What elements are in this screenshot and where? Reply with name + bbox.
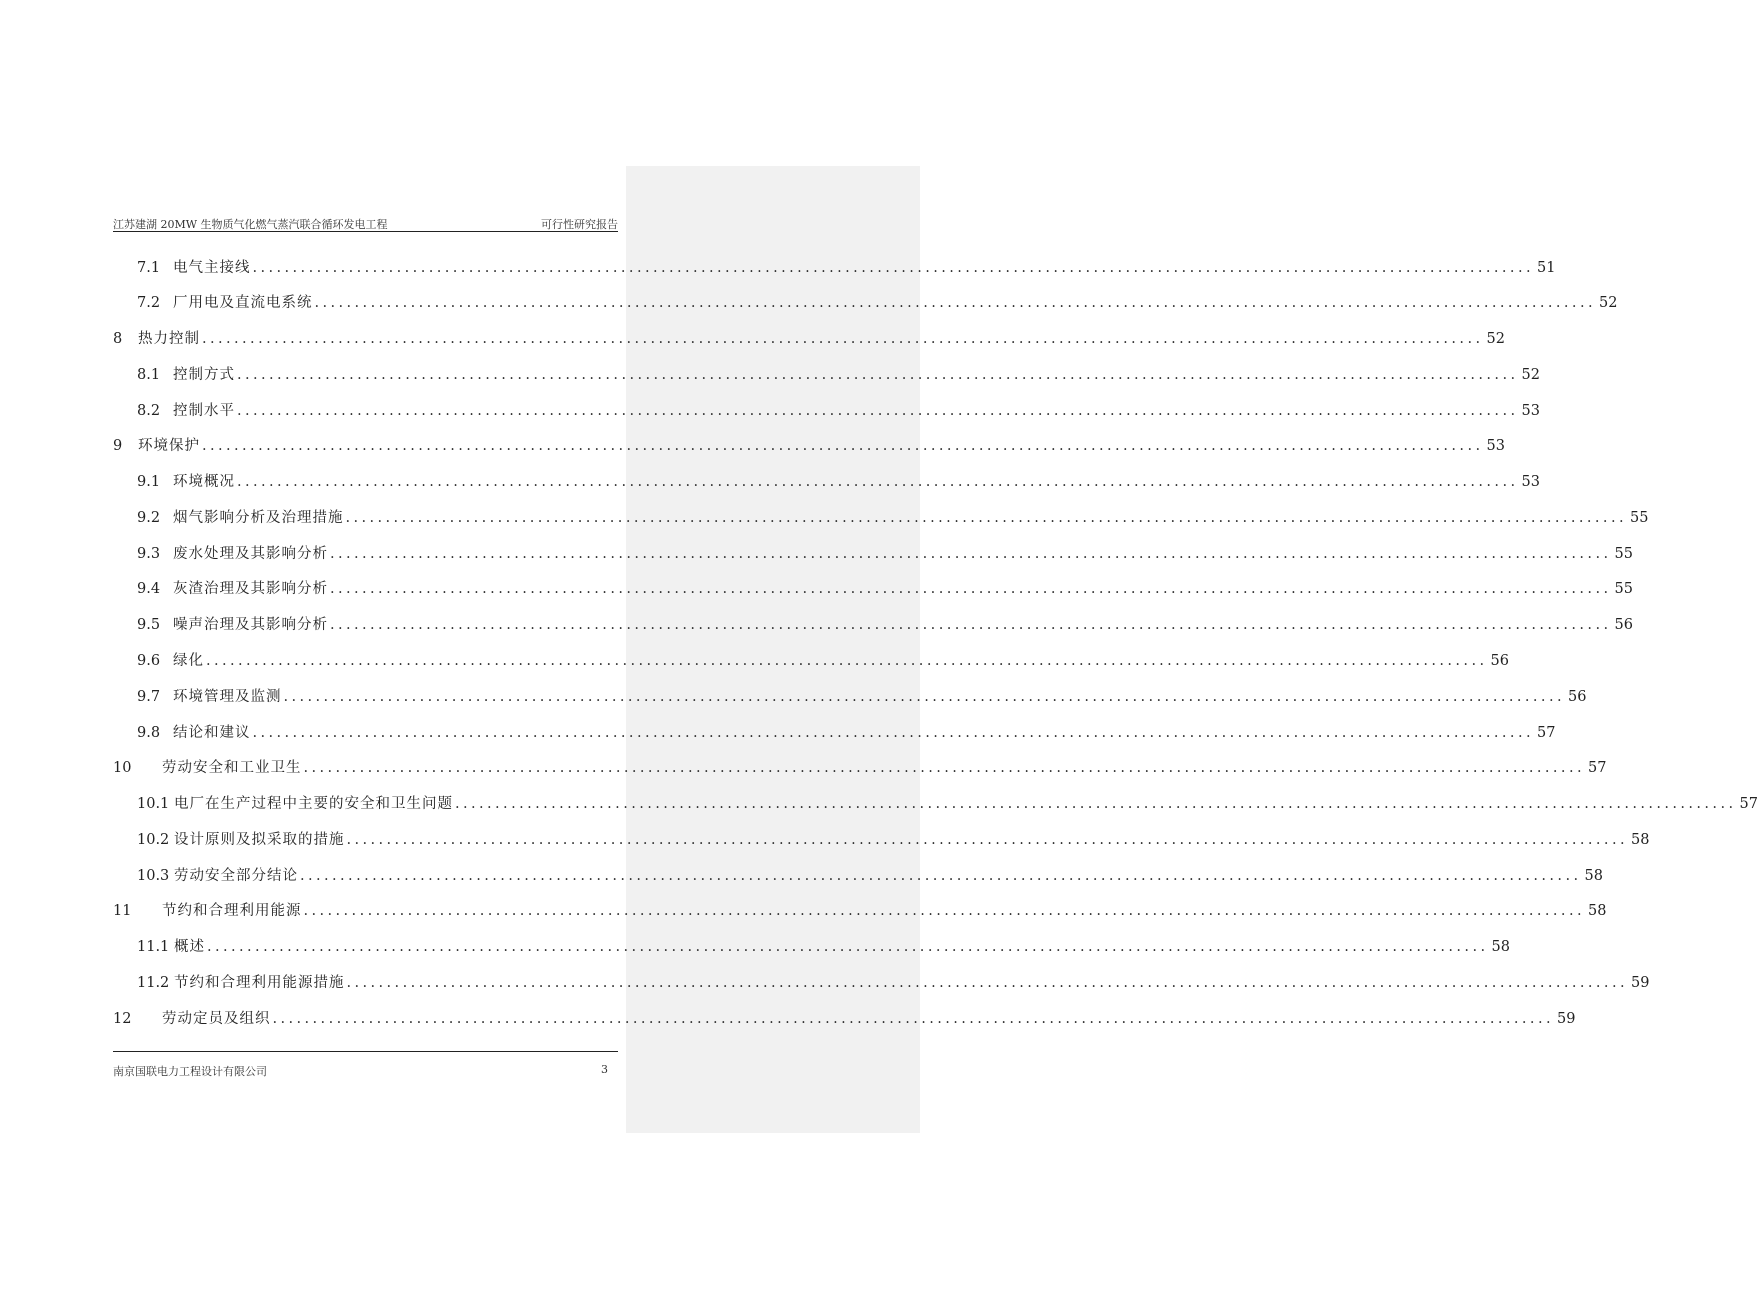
toc-entry-page: 56 xyxy=(1490,653,1509,669)
toc-entry[interactable] xyxy=(113,543,1633,565)
toc-leader-dots: ................................................................................................................................................................ xyxy=(314,295,1596,311)
toc-entry-title: 劳动安全部分结论 xyxy=(174,868,298,884)
toc-entry-number: 9.1 xyxy=(137,474,161,490)
toc-entry[interactable] xyxy=(113,364,1540,386)
toc-entry-page: 56 xyxy=(1567,689,1587,705)
toc-entry[interactable] xyxy=(113,686,1587,708)
toc-leader-dots: ................................................................................................................................................................ xyxy=(237,474,1519,490)
toc-leader-dots: ................................................................................................................................................................ xyxy=(206,653,1488,669)
toc-leader-dots: ................................................................................................................................................................ xyxy=(283,689,1565,705)
toc-leader-dots: ................................................................................................................................................................ xyxy=(345,510,1627,526)
toc-entry[interactable] xyxy=(113,936,1510,958)
toc-entry-page: 55 xyxy=(1629,510,1649,526)
toc-entry-number: 10 xyxy=(113,760,132,776)
toc-entry-title: 废水处理及其影响分析 xyxy=(173,546,328,562)
toc-entry-page: 57 xyxy=(1739,796,1758,812)
toc-entry-page: 53 xyxy=(1486,438,1505,454)
toc-leader-dots: ................................................................................................................................................................ xyxy=(330,546,1612,562)
header-divider xyxy=(113,231,618,232)
header-project-title: 江苏建湖 20MW 生物质气化燃气蒸汽联合循环发电工程 xyxy=(113,218,388,231)
toc-leader-dots: ................................................................................................................................................................ xyxy=(252,725,1534,741)
toc-entry-number: 10.1 xyxy=(137,796,170,812)
header-report-type: 可行性研究报告 xyxy=(541,218,618,231)
toc-entry-page: 57 xyxy=(1536,725,1556,741)
toc-leader-dots: ................................................................................................................................................................ xyxy=(237,403,1519,419)
toc-entry[interactable] xyxy=(113,972,1650,994)
toc-leader-dots: ................................................................................................................................................................ xyxy=(272,1011,1554,1027)
toc-entry-title: 噪声治理及其影响分析 xyxy=(173,617,328,633)
toc-entry-number: 9.7 xyxy=(137,689,161,705)
footer-company-name: 南京国联电力工程设计有限公司 xyxy=(113,1065,267,1078)
toc-entry[interactable] xyxy=(113,650,1509,672)
toc-entry-page: 58 xyxy=(1584,868,1603,884)
toc-leader-dots: ................................................................................................................................................................ xyxy=(303,760,1585,776)
toc-entry-title: 结论和建议 xyxy=(173,725,251,741)
toc-entry-page: 59 xyxy=(1556,1011,1576,1027)
toc-entry-page: 52 xyxy=(1521,367,1540,383)
toc-entry[interactable] xyxy=(113,793,1758,815)
toc-entry[interactable] xyxy=(113,829,1650,851)
toc-entry-title: 绿化 xyxy=(173,653,204,669)
toc-entry-title: 控制方式 xyxy=(173,367,235,383)
toc-entry-page: 58 xyxy=(1491,939,1510,955)
toc-leader-dots: ................................................................................................................................................................ xyxy=(330,581,1612,597)
toc-entry-number: 11.1 xyxy=(137,939,170,955)
toc-entry-number: 10.2 xyxy=(137,832,170,848)
toc-leader-dots: ................................................................................................................................................................ xyxy=(455,796,1737,812)
toc-entry-number: 7.1 xyxy=(137,260,161,276)
toc-leader-dots: ................................................................................................................................................................ xyxy=(330,617,1612,633)
toc-entry[interactable] xyxy=(113,722,1556,744)
toc-leader-dots: ................................................................................................................................................................ xyxy=(252,260,1534,276)
toc-entry-title: 控制水平 xyxy=(173,403,235,419)
toc-leader-dots: ................................................................................................................................................................ xyxy=(202,331,1484,347)
toc-entry-number: 9.8 xyxy=(137,725,161,741)
toc-entry[interactable] xyxy=(113,865,1603,887)
toc-entry[interactable] xyxy=(113,1008,1576,1030)
toc-entry-number: 9.3 xyxy=(137,546,161,562)
toc-entry[interactable] xyxy=(113,471,1540,493)
toc-entry-number: 9.6 xyxy=(137,653,161,669)
toc-entry-page: 52 xyxy=(1598,295,1618,311)
page-number: 3 xyxy=(601,1063,608,1076)
toc-entry-title: 节约和合理利用能源措施 xyxy=(174,975,345,991)
toc-leader-dots: ................................................................................................................................................................ xyxy=(202,438,1484,454)
toc-entry-page: 59 xyxy=(1630,975,1650,991)
toc-entry-number: 7.2 xyxy=(137,295,161,311)
page-footer xyxy=(113,1063,618,1078)
toc-entry-title: 环境管理及监测 xyxy=(173,689,282,705)
toc-leader-dots: ................................................................................................................................................................ xyxy=(237,367,1519,383)
toc-leader-dots: ................................................................................................................................................................ xyxy=(346,832,1628,848)
toc-entry-page: 53 xyxy=(1521,403,1540,419)
toc-entry-number: 11 xyxy=(113,903,132,919)
toc-entry-page: 55 xyxy=(1614,546,1633,562)
toc-entry[interactable] xyxy=(113,507,1649,529)
toc-entry-number: 8.2 xyxy=(137,403,161,419)
toc-entry-title: 劳动安全和工业卫生 xyxy=(162,760,302,776)
toc-entry-title: 热力控制 xyxy=(138,331,200,347)
toc-leader-dots: ................................................................................................................................................................ xyxy=(303,903,1585,919)
toc-entry[interactable] xyxy=(113,614,1633,636)
toc-entry-title: 环境保护 xyxy=(138,438,200,454)
toc-entry-number: 8.1 xyxy=(137,367,161,383)
toc-entry-page: 58 xyxy=(1587,903,1607,919)
toc-entry[interactable] xyxy=(113,292,1618,314)
toc-entry-number: 9.4 xyxy=(137,581,161,597)
toc-entry-title: 劳动定员及组织 xyxy=(162,1011,271,1027)
toc-entry-number: 10.3 xyxy=(137,868,170,884)
toc-leader-dots: ................................................................................................................................................................ xyxy=(207,939,1489,955)
toc-entry[interactable] xyxy=(113,435,1505,457)
toc-entry-page: 53 xyxy=(1521,474,1540,490)
toc-leader-dots: ................................................................................................................................................................ xyxy=(300,868,1582,884)
toc-entry[interactable] xyxy=(113,578,1633,600)
toc-entry[interactable] xyxy=(113,328,1505,350)
toc-entry-title: 环境概况 xyxy=(173,474,235,490)
footer-divider xyxy=(113,1051,618,1052)
toc-entry-title: 电厂在生产过程中主要的安全和卫生问题 xyxy=(174,796,453,812)
toc-entry-title: 厂用电及直流电系统 xyxy=(173,295,313,311)
toc-entry-number: 9.5 xyxy=(137,617,161,633)
toc-entry-page: 57 xyxy=(1587,760,1607,776)
page-header xyxy=(113,216,618,231)
toc-leader-dots: ................................................................................................................................................................ xyxy=(346,975,1628,991)
toc-entry[interactable] xyxy=(113,400,1540,422)
toc-entry-title: 灰渣治理及其影响分析 xyxy=(173,581,328,597)
toc-entry-number: 11.2 xyxy=(137,975,170,991)
toc-entry-number: 12 xyxy=(113,1011,132,1027)
toc-entry-title: 节约和合理利用能源 xyxy=(162,903,302,919)
toc-entry-page: 51 xyxy=(1536,260,1556,276)
toc-entry-number: 9.2 xyxy=(137,510,161,526)
toc-entry-page: 56 xyxy=(1614,617,1633,633)
toc-entry-page: 55 xyxy=(1614,581,1633,597)
toc-entry-number: 8 xyxy=(113,331,123,347)
toc-entry-title: 概述 xyxy=(174,939,205,955)
toc-entry-title: 电气主接线 xyxy=(173,260,251,276)
toc-entry-number: 9 xyxy=(113,438,123,454)
toc-entry[interactable] xyxy=(113,757,1607,779)
toc-entry-page: 52 xyxy=(1486,331,1505,347)
toc-entry[interactable] xyxy=(113,900,1607,922)
toc-entry-page: 58 xyxy=(1630,832,1650,848)
toc-entry-title: 烟气影响分析及治理措施 xyxy=(173,510,344,526)
toc-entry[interactable] xyxy=(113,257,1556,279)
toc-entry-title: 设计原则及拟采取的措施 xyxy=(174,832,345,848)
